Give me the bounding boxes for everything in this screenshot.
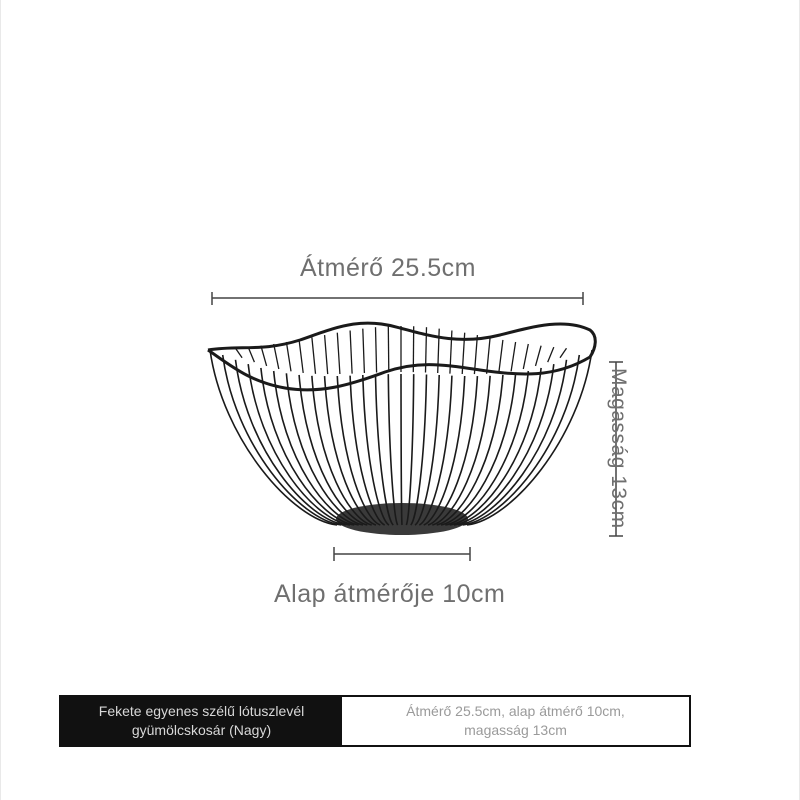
basket-wire-front: [424, 376, 465, 525]
basket-wire-back: [261, 346, 267, 366]
basket-wire-back: [560, 348, 567, 358]
basket-wire-back: [523, 344, 528, 369]
product-specs: Átmérő 25.5cm, alap átmérő 10cm, magasság 13cm: [342, 697, 689, 745]
basket-wire-front: [401, 374, 402, 525]
basket-wire-back: [236, 348, 243, 358]
basket-wire-front: [337, 376, 380, 525]
height-label: Magasság 13cm: [607, 368, 630, 529]
basket-wire-back: [299, 340, 303, 373]
basket-wire-front: [415, 375, 439, 525]
basket-wire-back: [499, 340, 503, 373]
basket-wire-front: [223, 355, 342, 525]
base-dimension-line: [334, 547, 470, 561]
wire-basket: [208, 323, 595, 535]
basket-wire-back: [350, 331, 352, 374]
basket-wire-back: [536, 346, 542, 366]
product-caption-box: [59, 695, 691, 747]
basket-wire-back: [337, 333, 340, 374]
product-name: Fekete egyenes szélű lótuszlevél gyümölcskosár (Nagy): [61, 697, 342, 745]
basket-rim-front: [208, 350, 590, 390]
basket-wire-back: [487, 338, 491, 374]
basket-wire-back: [312, 338, 316, 374]
basket-wire-back: [388, 326, 389, 372]
basket-wire-front: [388, 374, 397, 525]
basket-wire-back: [363, 329, 365, 373]
basket-wire-back: [248, 347, 254, 362]
diameter-label: Átmérő 25.5cm: [300, 254, 477, 282]
base-label: Alap átmérője 10cm: [274, 580, 506, 608]
basket-wire-front: [467, 350, 592, 525]
basket-wire-back: [548, 347, 554, 362]
basket-wire-back: [274, 344, 279, 369]
diameter-dimension-line: [212, 292, 583, 305]
basket-wire-back: [325, 335, 328, 374]
basket-wire-back: [376, 327, 377, 372]
basket-wire-back: [511, 342, 515, 371]
basket-wire-front: [406, 374, 413, 525]
basket-wire-front: [437, 375, 503, 525]
basket-wire-back: [286, 342, 291, 371]
basket-wire-front: [261, 368, 354, 525]
